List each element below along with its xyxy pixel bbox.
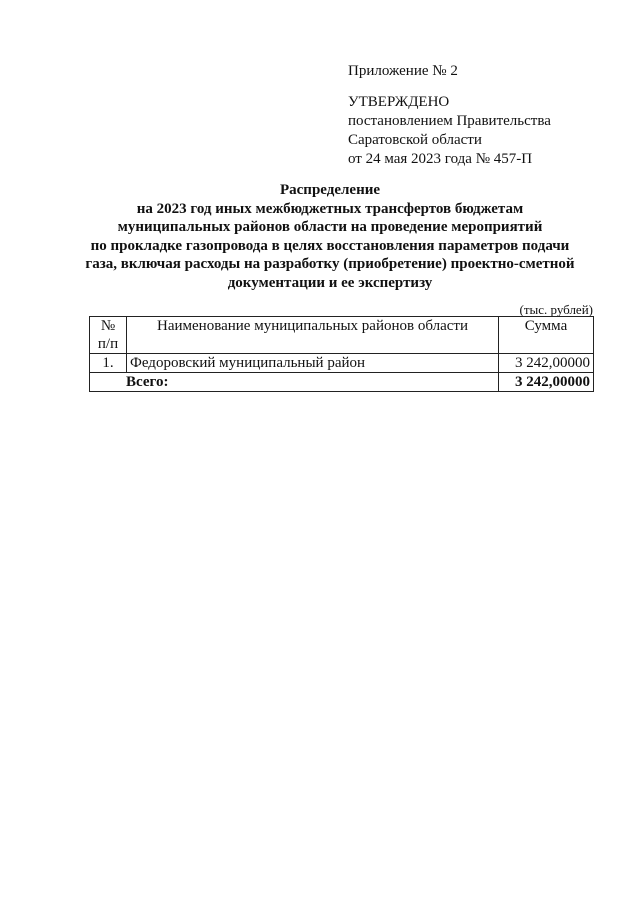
header-sum: Сумма: [499, 317, 594, 354]
table-row: [90, 354, 594, 373]
appendix-number: Приложение № 2: [348, 63, 458, 79]
approved-label: УТВЕРЖДЕНО: [348, 94, 450, 110]
title-line-1: Распределение: [279, 182, 381, 198]
title-line-2: на 2023 год иных межбюджетных трансфертов бюджетам: [136, 200, 524, 217]
units-note: (тыс. рублей): [519, 302, 593, 317]
approved-by-line-1: постановлением Правительства: [348, 113, 551, 129]
row-number: 1.: [90, 354, 127, 373]
row-sum: 3 242,00000: [499, 354, 594, 373]
total-label: Всего:: [90, 373, 499, 392]
total-sum: 3 242,00000: [499, 373, 594, 392]
approved-by-line-2: Саратовской области: [348, 132, 482, 148]
title-line-3: муниципальных районов области на проведение мероприятий: [117, 219, 543, 235]
distribution-table: [89, 316, 594, 392]
header-district-name: Наименование муниципальных районов области: [127, 317, 499, 354]
document-title: [70, 181, 590, 292]
approval-stamp: [348, 62, 608, 169]
table-header-row: [90, 317, 594, 354]
title-line-5: газа, включая расходы на разработку (приобретение) проектно-сметной: [85, 256, 575, 272]
total-row: [90, 373, 594, 392]
row-district-name: Федоровский муниципальный район: [127, 354, 499, 373]
title-line-4: по прокладке газопровода в целях восстановления параметров подачи: [90, 237, 570, 254]
title-line-6: документации и ее экспертизу: [227, 274, 433, 291]
header-number: № п/п: [90, 317, 127, 354]
approved-date: от 24 мая 2023 года № 457-П: [348, 151, 533, 167]
